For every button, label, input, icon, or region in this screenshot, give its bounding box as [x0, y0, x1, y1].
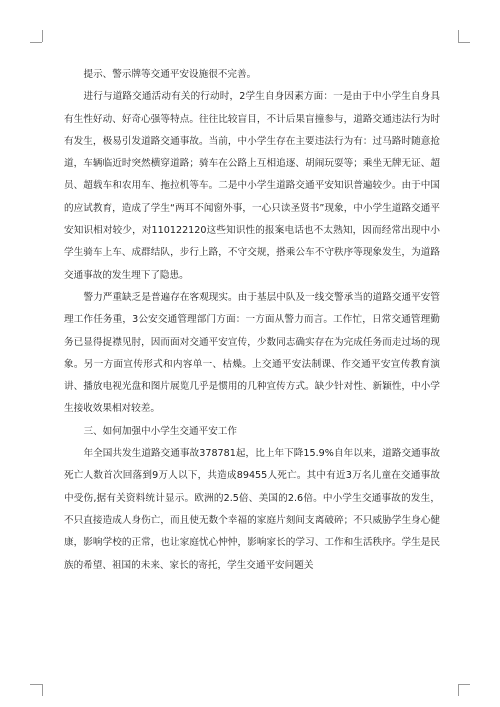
crop-mark-top-right-horizontal: [458, 42, 470, 43]
paragraph-5: 年全国共发生道路交通事故378781起，比上年下降15.9%自年以来，道路交通事故死亡人数首次回落到9万人以下，共造成89455人死亡。其中有近3万名儿童在交通事故中受伤,据有关资料统计显示。欧洲的2.5倍、美国的2.6倍。中小学生交通事故的发生，不只直接造成人身伤亡，而且使无数个幸福的家庭片刻间支离破碎；不只威胁学生身心健康，影响学校的正常，也让家庭忧心忡忡，影响家长的学习、工作和生活秩序。学生是民族的希望、祖国的未来、家长的寄托，学生交通平安问题关: [64, 448, 440, 571]
crop-mark-bottom-left-vertical: [42, 684, 43, 696]
section-heading: 三、如何加强中小学生交通平安工作: [83, 425, 237, 437]
crop-mark-bottom-right-vertical: [458, 684, 459, 696]
crop-mark-top-left-horizontal: [30, 42, 42, 43]
paragraph-3: 警力严重缺乏是普遍存在客观现实。由于基层中队及一线交警承当的道路交通平安管理工作任务重，3公安交通管理部门方面：一方面从警力而言。工作忙，日常交通管理勤务已显得捉襟见肘，因而面对交通平安宣传，少数同志确实存在为完成任务而走过场的现象。另一方面宣传形式和内容单一、枯燥。上交通平安法制课、作交通平安宣传教育演讲、播放电视光盘和图片展览几乎是惯用的几种宣传方式。缺少针对性、新颖性，中小学生接收效果相对较差。: [64, 291, 440, 415]
crop-mark-bottom-left-horizontal: [30, 684, 42, 685]
document-body: [64, 64, 440, 577]
paragraph-1: 提示、警示牌等交通平安设施很不完善。: [83, 69, 257, 80]
paragraph-2: 进行与道路交通活动有关的行动时，2学生自身因素方面：一是由于中小学生自身具有生性好动、好奇心强等特点。往往比较盲目，不计后果盲撞参与，道路交通违法行为时有发生，极易引发道路交通事故。当前，中小学生存在主要违法行为有：过马路时随意抢道，车辆临近时突然横穿道路；骑车在公路上互相追逐、胡闹玩耍等；乘坐无牌无证、超员、超载车和农用车、拖拉机等车。二是中小学生道路交通平安知识普遍较少。由于中国的应试教育，造成了学生“两耳不闻窗外事，一心只读圣贤书”现象，中小学生道路交通平安知识相对较少，对110122120这些知识性的报案电话也不太熟知，因而经常出现中小学生骑车上车、成群结队，步行上路，不守交规，搭乘公车不守秩序等现象发生，为道路交通事故的发生埋下了隐患。: [64, 91, 440, 281]
crop-mark-top-left-vertical: [42, 30, 43, 42]
crop-mark-bottom-right-horizontal: [458, 684, 470, 685]
crop-mark-top-right-vertical: [458, 30, 459, 42]
